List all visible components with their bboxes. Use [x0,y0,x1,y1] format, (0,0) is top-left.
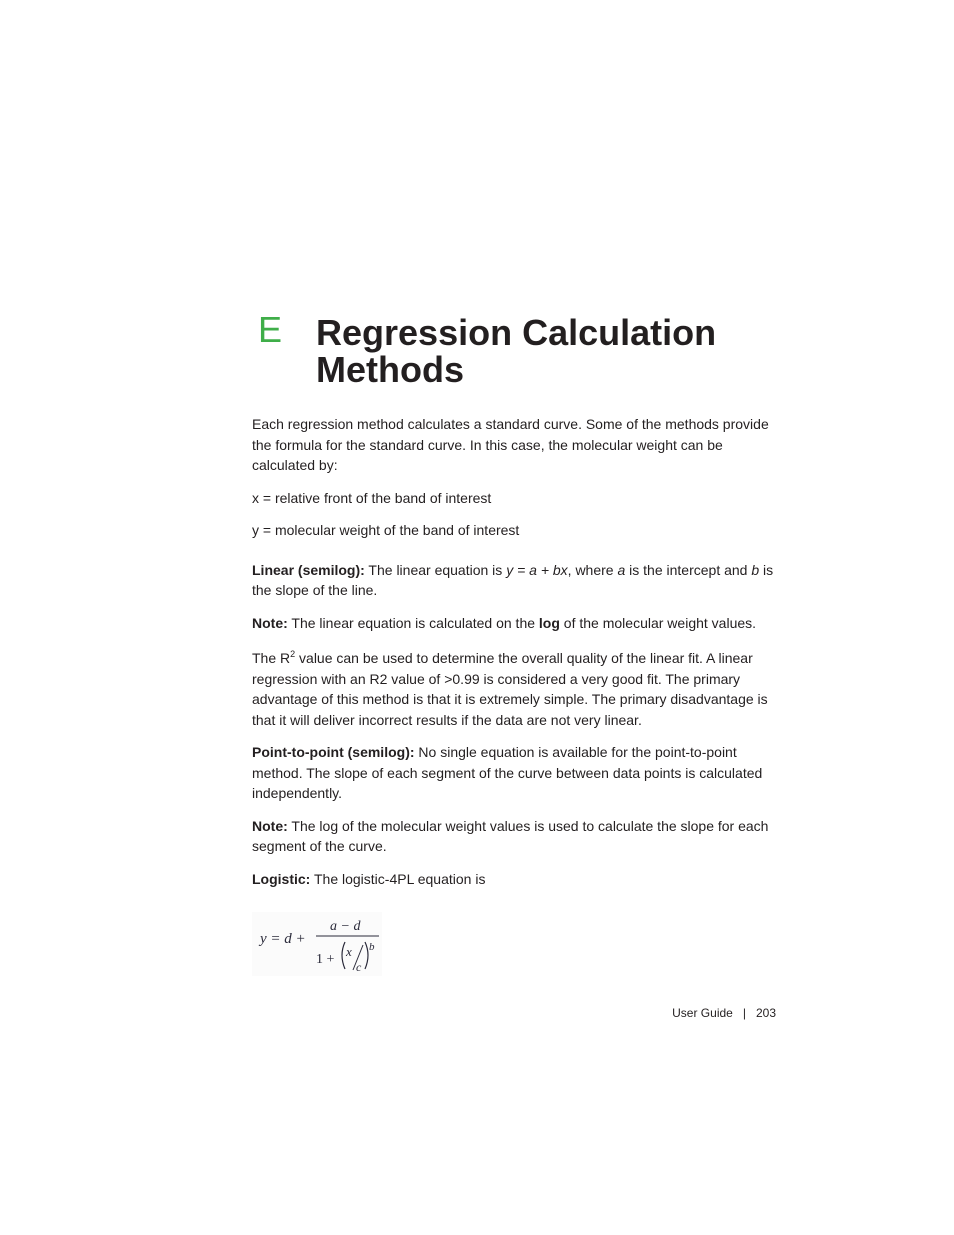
formula-one-plus: 1 + [316,952,335,967]
formula-c: c [356,960,362,974]
point-to-point-label: Point-to-point (semilog): [252,744,415,760]
note-label: Note: [252,614,288,631]
formula-x: x [346,944,352,959]
point-to-point-paragraph: Point-to-point (semilog): No single equation is available for the point-to-point method. The slope of each segment of the curve between data points is calculated independently. [252,744,763,801]
chapter-title: Regression Calculation Methods [316,312,717,390]
note-linear: Note: The linear equation is calculated on the log of the molecular weight values. [252,614,757,631]
linear-equation: y = a + bx [506,561,568,578]
formula-numerator: a − d [330,919,361,934]
formula-lhs: y = d + [260,931,306,947]
footer-separator: | [742,1006,746,1020]
logistic-paragraph: Logistic: The logistic-4PL equation is [252,870,486,887]
chapter-letter: E [258,309,283,350]
logistic-formula-image [252,912,382,976]
linear-paragraph: Linear (semilog): The linear equation is y = a + bx, where a is the intercept and b is the slope of the line. [252,561,774,598]
x-definition: x = relative front of the band of interest [252,489,492,506]
r2-paragraph: The $R^2$ value can be used to determine the overall quality of the linear fit. A linear regression with an R2 value of >0.99 is considered a very good fit. The primary advantage of this method is that it is extremely simple. The primary disadvantage is that it will deliver incorrect results if the data are not very linear. [252,649,768,728]
page-footer [672,1006,776,1020]
linear-label: Linear (semilog): [252,561,365,578]
note-point-to-point: Note: The log of the molecular weight values is used to calculate the slope for each segment of the curve. [252,817,769,854]
intro-paragraph: Each regression method calculates a standard curve. Some of the methods provide the formula for the standard curve. In this case, the molecular weight can be calculated by: [252,416,769,473]
formula-exponent-b: b [369,941,375,953]
logistic-label: Logistic: [252,870,311,887]
body-text [252,414,778,899]
footer-guide-name: User Guide [672,1006,733,1020]
close-paren [365,942,368,969]
page-number: 203 [755,1006,776,1020]
open-paren [342,942,345,969]
y-definition: y = molecular weight of the band of interest [252,522,520,538]
note-label: Note: [252,817,288,834]
